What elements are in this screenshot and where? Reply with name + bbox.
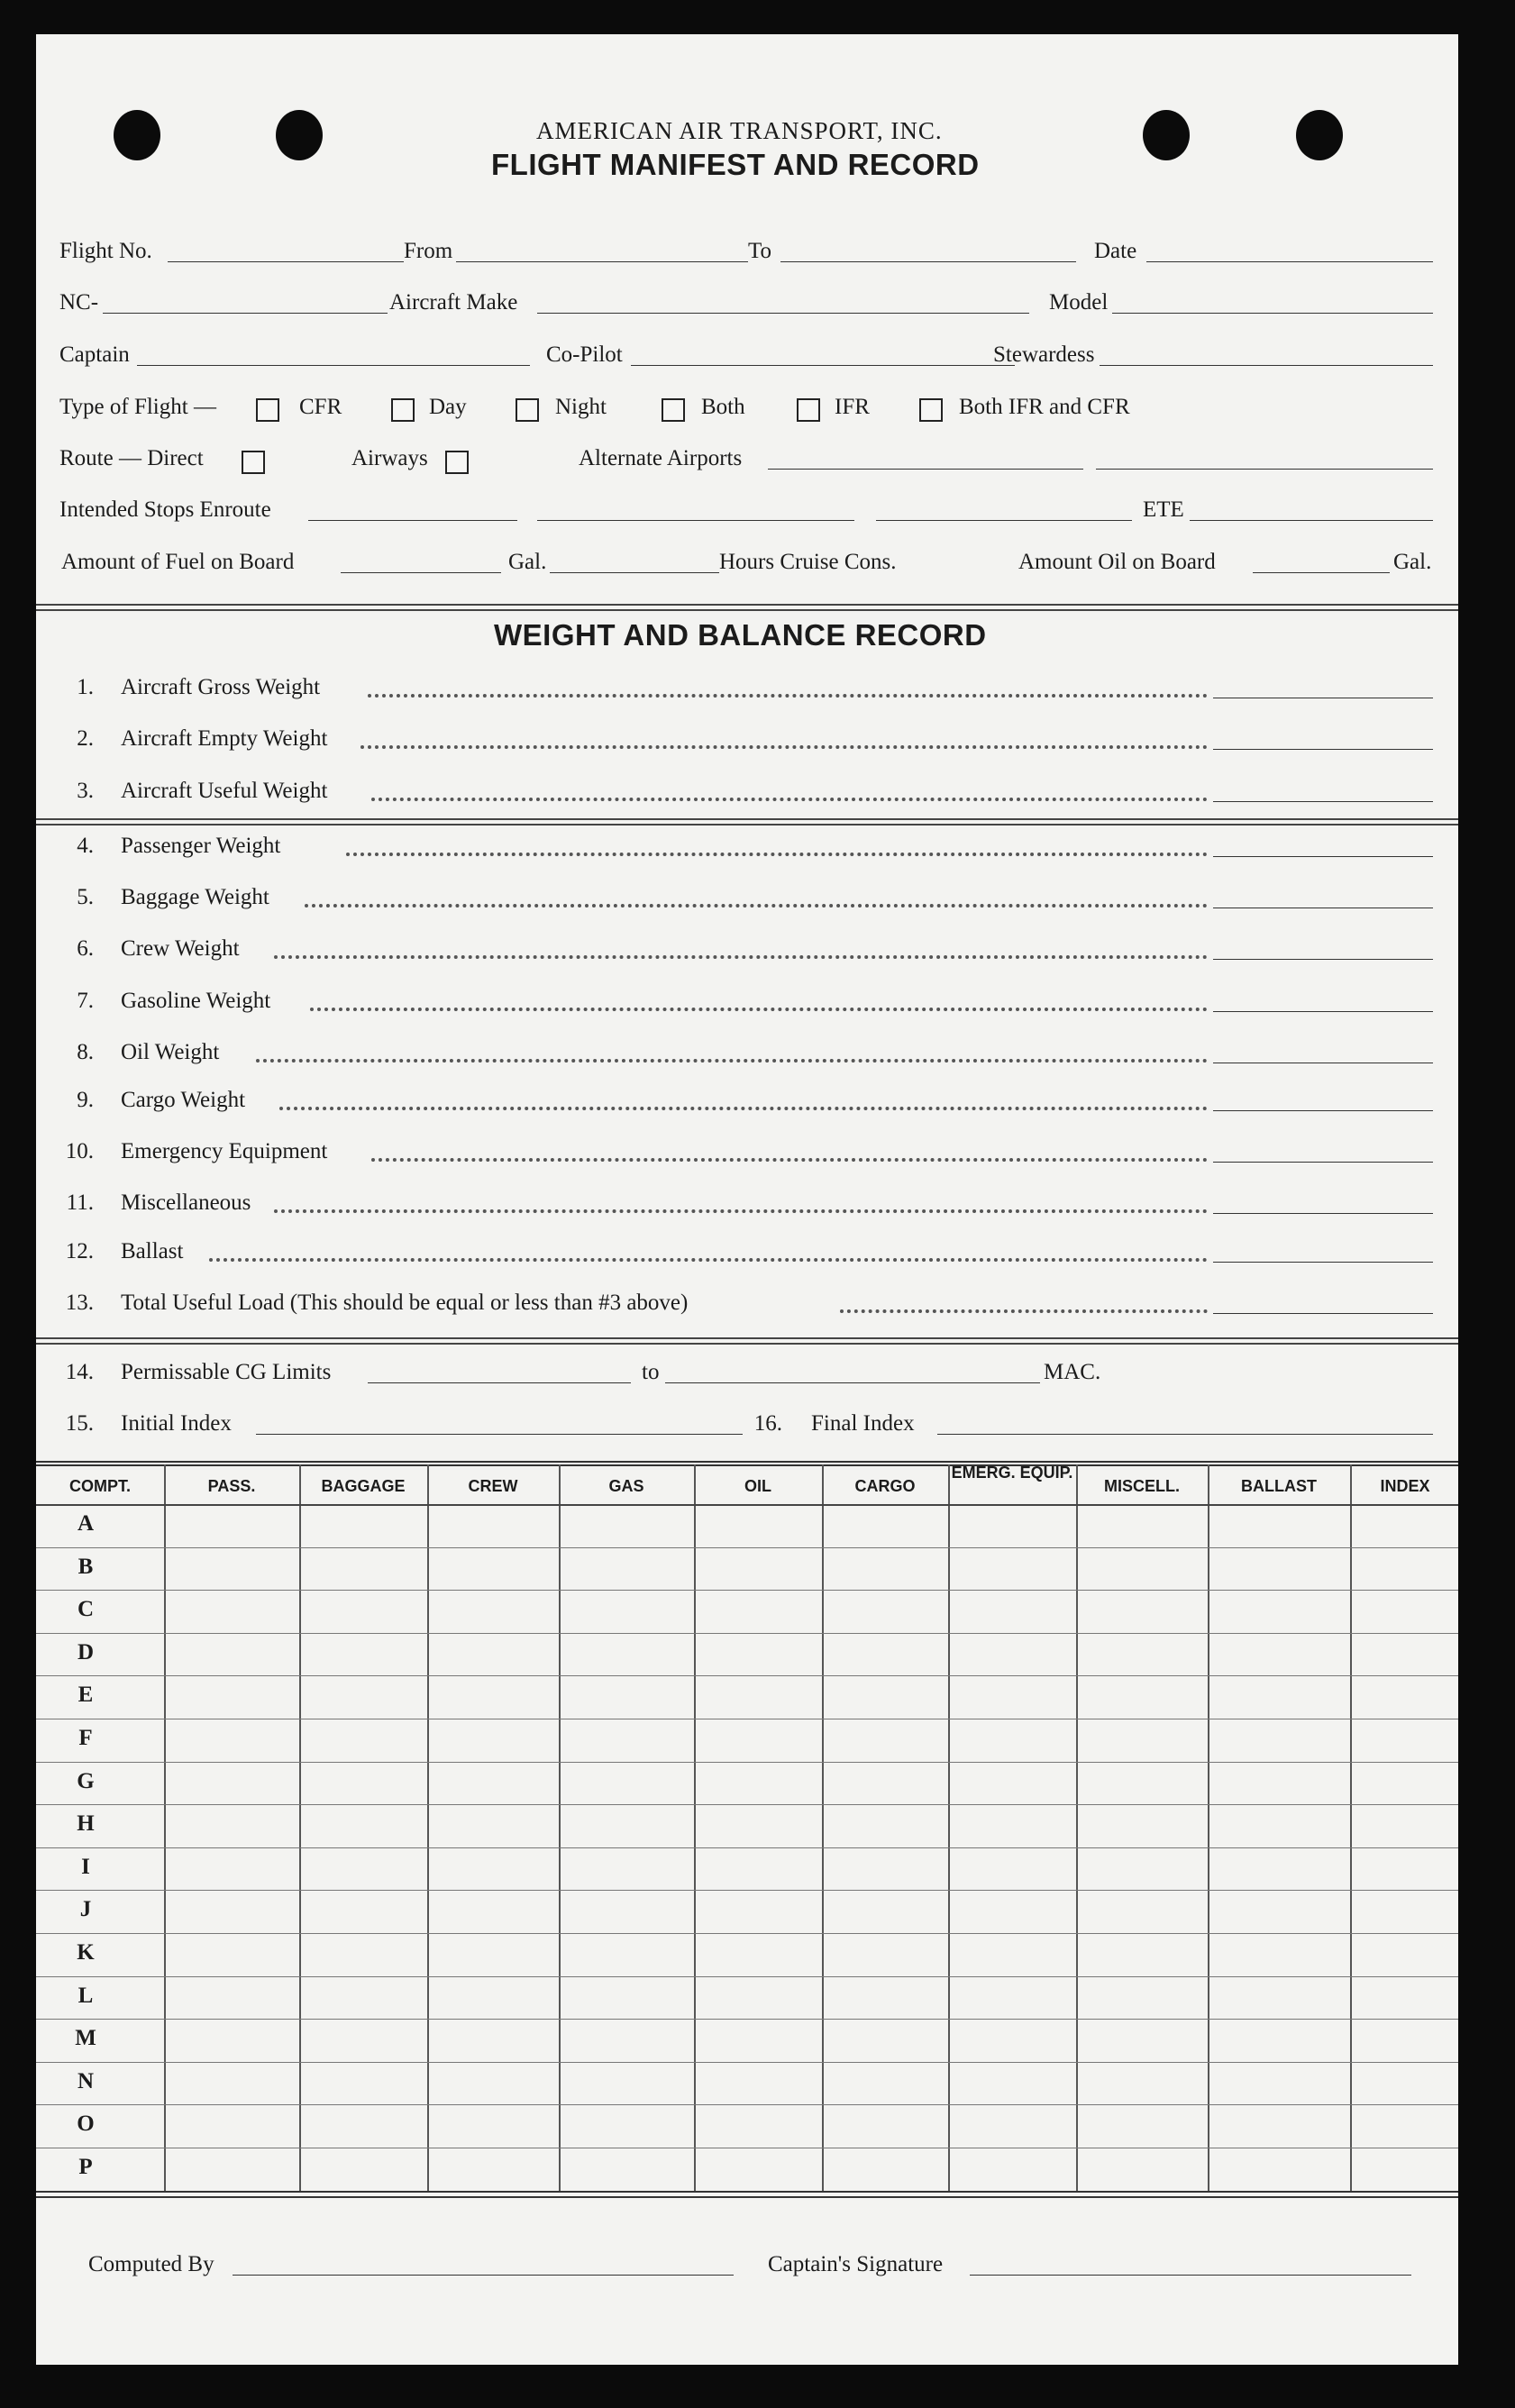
cg-limits-from-field[interactable]	[368, 1382, 631, 1383]
date-field[interactable]	[1146, 261, 1433, 262]
section-divider-2	[36, 818, 1458, 820]
table-row[interactable]	[36, 2019, 1458, 2062]
final-index-number: 16.	[753, 1411, 782, 1436]
stewardess-label: Stewardess	[993, 342, 1095, 367]
company-name: AMERICAN AIR TRANSPORT, INC.	[536, 117, 943, 144]
manifest-form	[36, 34, 1458, 2365]
oil-on-board-field[interactable]	[1253, 572, 1390, 573]
wb-item-value-field[interactable]	[1213, 1011, 1433, 1012]
cg-limits-label: Permissable CG Limits	[121, 1360, 332, 1384]
section-divider-1b	[36, 609, 1458, 611]
ifr-checkbox[interactable]	[797, 398, 820, 422]
wb-item-number: 2.	[77, 726, 94, 751]
wb-item-label: Aircraft Gross Weight	[121, 675, 321, 699]
compartment-label: M	[75, 2026, 96, 2051]
wb-item-value-field[interactable]	[1213, 749, 1433, 750]
wb-item-number: 10.	[65, 1139, 94, 1163]
table-header-cell: EMERG. EQUIP.	[951, 1464, 1073, 1482]
compartment-label: K	[77, 1940, 95, 1965]
wb-item-label: Passenger Weight	[121, 834, 281, 858]
fuel-gal-label: Gal.	[508, 550, 547, 574]
wb-item-number: 6.	[77, 936, 94, 961]
compartment-label: C	[77, 1597, 95, 1622]
wb-item-number: 1.	[77, 675, 94, 699]
aircraft-make-label: Aircraft Make	[389, 290, 518, 315]
wb-item-label: Total Useful Load (This should be equal or less than #3 above)	[121, 1291, 689, 1315]
wb-item-label: Baggage Weight	[121, 885, 269, 909]
to-field[interactable]	[780, 261, 1076, 262]
wb-item-leader-dots	[256, 1059, 1208, 1063]
computed-by-field[interactable]	[233, 2275, 734, 2276]
flight-no-label: Flight No.	[59, 239, 152, 263]
wb-item-leader-dots	[274, 1209, 1208, 1213]
intended-stops-field-1[interactable]	[308, 520, 517, 521]
wb-item-number: 7.	[77, 989, 94, 1013]
type-of-flight-label: Type of Flight —	[59, 395, 216, 419]
form-title: FLIGHT MANIFEST AND RECORD	[491, 148, 980, 181]
wb-item-label: Aircraft Empty Weight	[121, 726, 328, 751]
day-label: Day	[429, 395, 467, 419]
wb-item-value-field[interactable]	[1213, 856, 1433, 857]
night-checkbox[interactable]	[516, 398, 539, 422]
binder-hole-left-inner	[276, 110, 323, 160]
wb-item-leader-dots	[368, 694, 1208, 698]
ete-label: ETE	[1143, 497, 1184, 522]
nc-field[interactable]	[103, 313, 388, 314]
table-header-cell: BALLAST	[1241, 1477, 1317, 1495]
wb-item-label: Oil Weight	[121, 1040, 220, 1064]
alternate-airports-label: Alternate Airports	[579, 446, 743, 470]
table-row[interactable]	[36, 1976, 1458, 2020]
wb-item-number: 4.	[77, 834, 94, 858]
cfr-checkbox[interactable]	[256, 398, 279, 422]
date-label: Date	[1094, 239, 1137, 263]
wb-item-number: 8.	[77, 1040, 94, 1064]
nc-label: NC-	[59, 290, 99, 315]
wb-item-label: Crew Weight	[121, 936, 240, 961]
wb-item-leader-dots	[209, 1258, 1208, 1262]
cg-mac-label: MAC.	[1044, 1360, 1101, 1384]
initial-index-field[interactable]	[256, 1434, 743, 1435]
compartment-label: G	[77, 1768, 95, 1793]
table-header-cell: INDEX	[1380, 1477, 1430, 1495]
co-pilot-label: Co-Pilot	[546, 342, 623, 367]
both-ifr-cfr-checkbox[interactable]	[919, 398, 943, 422]
both-ifr-cfr-label: Both IFR and CFR	[959, 395, 1130, 419]
intended-stops-label: Intended Stops Enroute	[59, 497, 271, 522]
table-row[interactable]	[36, 1890, 1458, 1933]
table-header-cell: GAS	[608, 1477, 644, 1495]
final-index-field[interactable]	[937, 1434, 1433, 1435]
table-row[interactable]	[36, 1933, 1458, 1976]
flight-no-field[interactable]	[168, 261, 404, 262]
wb-item-number: 12.	[65, 1239, 94, 1263]
binder-hole-left-outer	[114, 110, 160, 160]
to-label: To	[748, 239, 772, 263]
wb-item-value-field[interactable]	[1213, 1162, 1433, 1163]
wb-item-number: 3.	[77, 779, 94, 803]
wb-item-value-field[interactable]	[1213, 1110, 1433, 1111]
from-label: From	[404, 239, 453, 263]
final-index-label: Final Index	[811, 1411, 915, 1436]
oil-on-board-label: Amount Oil on Board	[1018, 550, 1216, 574]
table-header-cell: OIL	[744, 1477, 771, 1495]
wb-item-label: Gasoline Weight	[121, 989, 271, 1013]
wb-item-label: Aircraft Useful Weight	[121, 779, 328, 803]
compartment-label: J	[79, 1897, 92, 1922]
section-divider-3b	[36, 1343, 1458, 1345]
compartment-table	[36, 1461, 1458, 2196]
initial-index-label: Initial Index	[121, 1411, 232, 1436]
wb-item-label: Ballast	[121, 1239, 184, 1263]
binder-hole-right-inner	[1143, 110, 1190, 160]
captain-label: Captain	[59, 342, 130, 367]
intended-stops-field-2[interactable]	[537, 520, 854, 521]
wb-item-leader-dots	[274, 955, 1208, 959]
compartment-label: F	[78, 1726, 93, 1750]
table-row[interactable]	[36, 1847, 1458, 1891]
model-field[interactable]	[1112, 313, 1433, 314]
route-direct-checkbox[interactable]	[242, 451, 265, 474]
captain-field[interactable]	[137, 365, 530, 366]
aircraft-make-field[interactable]	[537, 313, 1029, 314]
wb-item-number: 13.	[65, 1291, 94, 1315]
compartment-label: E	[78, 1683, 94, 1708]
wb-item-leader-dots	[279, 1107, 1208, 1110]
compartment-label: B	[78, 1554, 94, 1579]
compartment-label: N	[77, 2068, 95, 2093]
cg-limits-number: 14.	[65, 1360, 94, 1384]
night-label: Night	[555, 395, 607, 419]
intended-stops-field-3[interactable]	[876, 520, 1132, 521]
wb-item-number: 9.	[77, 1088, 94, 1112]
section-divider-2b	[36, 824, 1458, 825]
wb-item-value-field[interactable]	[1213, 959, 1433, 960]
wb-item-leader-dots	[310, 1008, 1208, 1011]
wb-item-number: 5.	[77, 885, 94, 909]
compartment-label: A	[77, 1511, 95, 1536]
both-label: Both	[701, 395, 745, 419]
wb-item-number: 11.	[66, 1190, 94, 1215]
wb-item-value-field[interactable]	[1213, 801, 1433, 802]
wb-item-label: Miscellaneous	[121, 1190, 251, 1215]
table-header-cell: PASS.	[207, 1477, 256, 1495]
wb-item-leader-dots	[360, 745, 1208, 749]
section-divider-3	[36, 1337, 1458, 1339]
fuel-on-board-label: Amount of Fuel on Board	[61, 550, 295, 574]
table-header-cell: CREW	[468, 1477, 518, 1495]
table-row[interactable]	[36, 1675, 1458, 1719]
table-header-cell: MISCELL.	[1104, 1477, 1180, 1495]
table-header-cell: CARGO	[854, 1477, 916, 1495]
airways-label: Airways	[351, 446, 428, 470]
airways-checkbox[interactable]	[445, 451, 469, 474]
cg-limits-to-field[interactable]	[665, 1382, 1040, 1383]
compartment-label: I	[81, 1854, 90, 1879]
ete-field[interactable]	[1190, 520, 1433, 521]
wb-item-leader-dots	[305, 904, 1208, 908]
stewardess-field[interactable]	[1100, 365, 1433, 366]
wb-item-leader-dots	[840, 1309, 1208, 1313]
compartment-label: H	[77, 1811, 95, 1837]
captain-signature-field[interactable]	[970, 2275, 1411, 2276]
wb-item-leader-dots	[371, 798, 1208, 801]
binder-hole-right-outer	[1296, 110, 1343, 160]
table-row[interactable]	[36, 1719, 1458, 1762]
cfr-label: CFR	[299, 395, 342, 419]
wb-item-label: Emergency Equipment	[121, 1139, 328, 1163]
wb-item-label: Cargo Weight	[121, 1088, 246, 1112]
table-row[interactable]	[36, 2104, 1458, 2148]
both-checkbox[interactable]	[662, 398, 685, 422]
hours-cruise-label: Hours Cruise Cons.	[719, 550, 897, 574]
table-row[interactable]	[36, 1633, 1458, 1676]
section-divider-1	[36, 604, 1458, 606]
table-row[interactable]	[36, 1504, 1458, 1547]
ifr-label: IFR	[835, 395, 870, 419]
from-field[interactable]	[456, 261, 748, 262]
table-row[interactable]	[36, 2062, 1458, 2105]
cg-to-label: to	[642, 1360, 660, 1384]
table-row[interactable]	[36, 1762, 1458, 1805]
initial-index-number: 15.	[65, 1411, 94, 1436]
oil-gal-label: Gal.	[1393, 550, 1432, 574]
alternate-airports-field-1[interactable]	[768, 469, 1083, 470]
table-header-cell: COMPT.	[68, 1477, 131, 1495]
wb-item-leader-dots	[346, 853, 1208, 856]
co-pilot-field[interactable]	[631, 365, 1015, 366]
wb-item-value-field[interactable]	[1213, 1262, 1433, 1263]
table-row[interactable]	[36, 1547, 1458, 1591]
wb-item-value-field[interactable]	[1213, 1213, 1433, 1214]
day-checkbox[interactable]	[391, 398, 415, 422]
table-row[interactable]	[36, 1804, 1458, 1847]
fuel-on-board-field[interactable]	[341, 572, 501, 573]
wb-item-value-field[interactable]	[1213, 1313, 1433, 1314]
weight-balance-title: WEIGHT AND BALANCE RECORD	[494, 618, 987, 652]
model-label: Model	[1049, 290, 1109, 315]
table-header-cell: BAGGAGE	[321, 1477, 406, 1495]
compartment-label: D	[77, 1639, 95, 1665]
compartment-label: O	[77, 2112, 95, 2137]
route-direct-label: Route — Direct	[59, 446, 204, 470]
hours-cruise-field[interactable]	[550, 572, 719, 573]
alternate-airports-field-2[interactable]	[1096, 469, 1433, 470]
compartment-label: P	[78, 2155, 93, 2179]
wb-item-leader-dots	[371, 1158, 1208, 1162]
captain-signature-label: Captain's Signature	[768, 2252, 944, 2276]
table-row[interactable]	[36, 1590, 1458, 1633]
compartment-label: L	[78, 1983, 94, 2008]
table-row[interactable]	[36, 2148, 1458, 2191]
computed-by-label: Computed By	[88, 2252, 214, 2276]
